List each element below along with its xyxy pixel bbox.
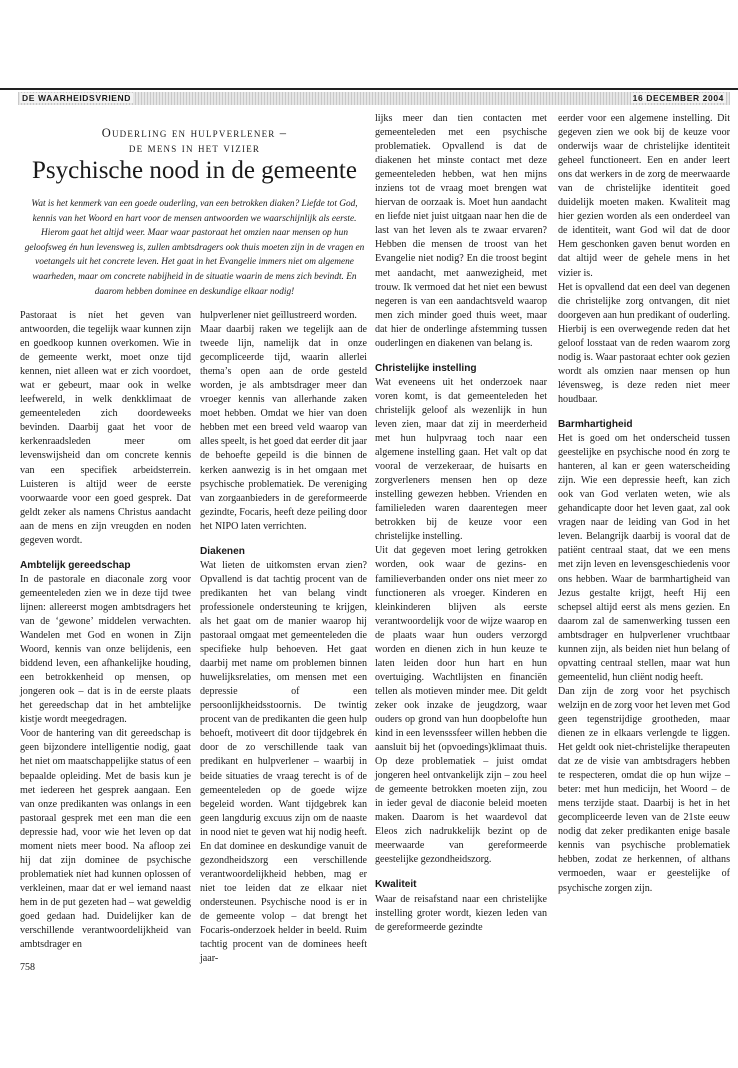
- subheading-ambtelijk: Ambtelijk gereedschap: [20, 559, 131, 571]
- column-3: [375, 112, 547, 935]
- paragraph: In de pastorale en diaconale zorg voor gemeenteleden zien we in deze tijd twee lijnen: allereerst mogen ambtsdragers het van de ‘gewone’ middelen verwachten. Wandelen met God en wonen in Zijn Woord, kennis van onze belijdenis, een biddend leven, een afhankelijke houding, een betrokkenheid op mensen, op jongeren ook – dat is in de eerste plaats het gereedschap dat in het ambtelijke kistje wordt meegedragen.: [20, 573, 191, 726]
- subheading-diakenen: Diakenen: [200, 545, 245, 557]
- column-2: [200, 309, 367, 966]
- paragraph: Waar de reisafstand naar een christelijke instelling groter wordt, kiezen leden van de gereformeerde gezindte: [375, 893, 547, 933]
- paragraph: Uit dat gegeven moet lering getrokken worden, ook waar de gezins- en familieverbanden onder ons niet meer zo functioneren als vroeger. Kinderen en kleinkinderen blijven als eerste verantwoordelijk voor de wijze waarop en de plaats waar hun ouders verzorgd worden en dienen zich in hun keuze te laten leiden door hun hart en hun overtuiging. Wachtlijsten en financiën tellen als motieven minder mee. Dit geldt zeker ook inzake de jeugdzorg, waar ouders op grond van hun doopbelofte hun kind in een levensssfeer willen hebben die aansluit bij het (opvoedings)klimaat thuis. Op deze problematiek – juist omdat jongeren heel ontvankelijk zijn – zou heel de gemeente betrokken moeten zijn, zou in ieder geval de diaconie beleid moeten maken. Daarom is het waardevol dat Eleos zich nadrukkelijk bezint op de meerwaarde van gereformeerde geestelijke gezondheidszorg.: [375, 545, 547, 866]
- subheading-barmhartigheid: Barmhartigheid: [558, 418, 633, 430]
- issue-date: 16 DECEMBER 2004: [632, 93, 724, 103]
- paragraph: hulpverlener niet geïllustreerd worden.: [200, 310, 357, 321]
- column-1: [20, 309, 191, 952]
- paragraph: lijks meer dan tien contacten met gemeenteleden met een psychische problematiek. Opvallend is dat de diakenen het minste contact met deze gemeenteleden hebben, wat hen mijns inziens tot de vraag moet brengen wat hiervan de oorzaak is. Moet hun aandacht en liefde niet juist uitgaan naar hen die de last van het leven als te zwaar ervaren? Hebben die mensen de troost van het Evangelie niet nodig? En die troost begint met aandacht, met aanwezigheid, met trouw. Ik vermoed dat het niet een bewust negeren is van een aandachtsveld waarop men zich minder goed thuis weet, maar dat hier de onderlinge afstemming tussen ouderlingen en diakenen van belang is.: [375, 113, 547, 349]
- paragraph: Het is opvallend dat een deel van degenen die christelijke zorg ontvangen, dit niet doorgeven aan hun predikant of ouderling. Hierbij is een overwegende reden dat het geloof losstaat van de reden waarom zorg nodig is. Waar pastoraat echter ook gezien wordt als omzien naar mensen op hun lévensweg, is deze reden niet meer houdbaar.: [558, 281, 730, 405]
- article-title: Psychische nood in de gemeente: [32, 157, 357, 184]
- paragraph: Maar daarbij raken we tegelijk aan de tweede lijn, namelijk dat in onze gecompliceerde tijd, waarin allerlei thema’s open aan de orde gesteld worden, je als ambtsdrager meer dan vroeger kennis van allerhande zaken moet hebben. Omdat we hier van doen hebben met een breed veld waarop van alles speelt, is het goed dat eerder dit jaar de behoefte gepeild is die binnen de kerken aanwezig is in het omgaan met psychische problematiek. De vereniging van zorgaanbieders in de gereformeerde gezindte, Focaris, heeft deze peiling door het NIPO laten verrichten.: [200, 324, 367, 532]
- publication-name: DE WAARHEIDSVRIEND: [22, 93, 132, 103]
- article-intro: Wat is het kenmerk van een goede ouderling, van een betrokken diaken? Liefde tot God, kennis van het Woord en hart voor de mensen antwoorden we waarschijnlijk als eerste. Hierom gaat het altijd weer. Maar waar pastoraat het omzien naar mensen op hun geloofsweg én hun levensweg is, zullen ambtsdragers ook thuis moeten zijn in de vragen en voetangels uit het concrete leven. Het gaat in het Evangelie immers niet om algemene waarheden, maar om concrete nabijheid in de situatie waarin de mens zich bevindt. En daarom hebben dominee en deskundige elkaar nodig!: [24, 199, 365, 297]
- subheading-kwaliteit: Kwaliteit: [375, 879, 417, 891]
- header-rule: [0, 88, 738, 90]
- paragraph: Voor de hantering van dit gereedschap is geen bijzondere intelligentie nodig, gaat het niet om maatschappelijke status of een bepaalde opleiding. Met de basis kun je met iedereen het gesprek aangaan. Een van onze predikanten was onlangs in een pastoraal gesprek met een man die een depressie had, voor wie het leven op dat moment niets meer bood. Na afloop zei hij dat zijn dominee de psychische problematiek níet had kunnen oplossen of verkleinen, maar dat er wel iemand naast hem in de put gezeten had – wat geweldig goed gedaan had. Duidelijker kan de verschillende verantwoordelijkheid van ambtsdrager en: [20, 728, 191, 951]
- kicker-line-1: Ouderling en hulpverlener –: [101, 126, 288, 140]
- paragraph: Pastoraat is níet het geven van antwoorden, die tegelijk waar kunnen zijn en goedkoop kunnen overkomen. Wie in de gemeente werkt, moet onze tijd kennen, niet alleen wat er zich voordoet, wat er gebeurt, maar ook in welke leefwereld, in welk denkklimaat de gemeenteleden zich doordeweeks bevinden. Daarbij gaat het voor de kerkenraadsleden meer om levenswijsheid dan om concrete kennis van een specifiek arbeidsterrein. Luisteren is altijd weer de eerste voorwaarde voor een goed gesprek. Dat geldt zeker als namens Christus aandacht aan de mens en zijn vreugden en noden gegeven wordt.: [20, 310, 191, 546]
- paragraph: Het is goed om het onderscheid tussen geestelijke en psychische nood én zorg te hanteren, al kan er geen waterscheiding zijn. Wie een depressie heeft, kan zich ook van God verlaten weten, wie als gehandicapte door het leven gaat, zal ook vragen naar de leiding van God in het leven. Belangrijk daarbij is vooral dat de patiënt centraal staat, dat we een mens met zijn leven en levensgeschiedenis voor ons hebben. Waar de barmhartigheid van Jezus gestalte krijgt, heeft Hij een schepsel altijd eerst als mens gezien. En daarom zal de samenwerking tussen een ambtsdrager en hulpverlener vruchtbaar kunnen zijn, als beiden niet hun belang of opvatting centraal stellen, maar wat hun gemeentelid, hun cliënt nodig heeft.: [558, 433, 730, 683]
- paragraph: Dan zijn de zorg voor het psychisch welzijn en de zorg voor het leven met God geen tegenstrijdige grootheden, maar dienen ze in elkaars verlengde te liggen. Het geldt ook niet-christelijke therapeuten dat ze de visie van ambtsdragers hebben te respecteren, omdat die op hun wijze – beter: met hun medicijn, het Woord – de mens terzijde staat. Daarbij is het in het gecompliceerde leven van de 21ste eeuw nodig dat zeker predikanten enige basale kennis van psychische problematiek hebben, zodat ze herkennen, of althans vermoeden, waar er geestelijke of psychische zorgen zijn.: [558, 685, 730, 894]
- paragraph: Wat lieten de uitkomsten ervan zien? Opvallend is dat tachtig procent van de predikanten het van belang vindt professionele ondersteuning te krijgen, als het gaat om de manier waarop hij pastoraal omgaat met gemeenteleden die specifieke hulp behoeven. Het gaat daarbij met name om problemen binnen huwelijksrelaties, om mensen met een depressie of een persoonlijkheidsstoornis. De twintig procent van de predikanten die geen hulp behoeft, motiveert dit door tijdgebrek én door de zo verschillende taak van predikant en hulpverlener – waarbij in beide situaties de vraag terecht is of de gemeenteleden op de goede wijze begeleid worden. Want tijdgebrek kan geen langdurig excuus zijn om de naaste in nood niet te geven wat hij nodig heeft. En dat dominee en deskundige vanuit de gezondheidszorg een verschillende verantwoordelijkheid hebben, mag er niet toe leiden dat ze elkaar niet ondersteunen. Psychische nood is er in de gemeente volop – dat brengt het Focaris-onderzoek helder in beeld. Ruim tachtig procent van de dominees heeft jaar-: [200, 559, 367, 965]
- paragraph: eerder voor een algemene instelling. Dit gegeven zien we ook bij de keuze voor onderwijs waar de christelijke identiteit geheel functioneert. Een en ander leert ons dat werkers in de zorg de meerwaarde van de christelijke identiteit goed duidelijk moeten maken. Kwaliteit mag hier gezien worden als een onderdeel van de identiteit, want God wil dat de door Hem geschonken gaven benut worden en dat altijd weer de gehele mens in het vizier is.: [558, 113, 730, 279]
- paragraph: Wat eveneens uit het onderzoek naar voren komt, is dat gemeenteleden het christelijk geloof als wezenlijk in hun leven zien, maar dat zij in meerderheid met hun hulpvraag toch naar een algemene instelling gaan. Het valt op dat vooral de verzekeraar, de huisarts en zorgverleners mensen hen op deze instelling gewezen hebben. Vrienden en familieleden waren daarentegen meer betrokken bij de keuze voor een christelijke instelling.: [375, 376, 547, 543]
- page-number: 758: [20, 962, 35, 973]
- kicker-line-2: de mens in het vizier: [128, 141, 261, 155]
- column-4: [558, 112, 730, 896]
- subheading-christelijke-instelling: Christelijke instelling: [375, 362, 477, 374]
